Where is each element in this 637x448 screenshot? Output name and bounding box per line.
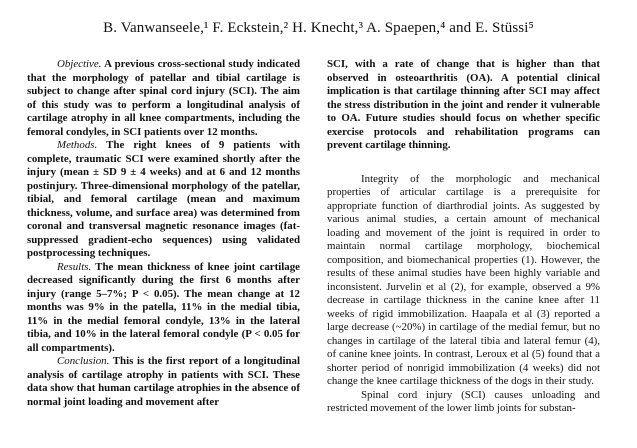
conclusion-text: This is the first report of a longitudinal analysis of cartilage atrophy in patients with SCI. These data show that human cartilage atrophies in the absence of normal joint loading and movement after — [27, 355, 300, 408]
body-paragraph-1: Integrity of the morphologic and mechanical properties of articular cartilage is a prerequisite for appropriate function of diarthrodial joints. As suggested by various animal studies, a certain amount of mechanical loading and movement of the joint is required in order to maintain normal cartilage morphology, biochemical composition, and biomechanical properties (1). However, the results of these animal studies have been highly variable and inconsistent. Jurvelin et al (2), for example, observed a 9% decrease in cartilage thickness in the canine knee after 11 weeks of rigid immobilization. Haapala et al (3) reported a large decrease (~20%) in cartilage of the medial femur, but no changes in cartilage of the lateral tibia and lateral femur (4), of canine knee joints. In contrast, Leroux et al (5) found that a shorter period of nonrigid immobilization (4 weeks) did not change the knee cartilage thickness of the dogs in their study. — [327, 172, 600, 387]
abstract-left-column — [27, 58, 300, 409]
methods-label: Methods. — [57, 139, 98, 151]
methods-text: The right knees of 9 patients with complete, traumatic SCI were examined shortly after the injury (mean ± SD 9 ± 4 weeks) and at 6 and 12 months postinjury. Three-dimensional morphology of the patellar, tibial, and femoral cartilage (mean and maximum thickness, volume, and surface area) was determined from coronal and transversal magnetic resonance images (fat-suppressed gradient-echo sequences) using validated postprocessing techniques. — [27, 139, 300, 259]
right-column — [327, 58, 600, 416]
body-paragraph-2: Spinal cord injury (SCI) causes unloading and restricted movement of the lower limb joints for substan- — [327, 388, 600, 414]
main-body-text — [327, 173, 600, 416]
results-label: Results. — [57, 260, 92, 273]
objective-text: A previous cross-sectional study indicated that the morphology of patellar and tibial cartilage is subject to change after spinal cord injury (SCI). The aim of this study was to perform a longitudinal analysis of cartilage atrophy in all knee compartments, including the femoral condyles, in SCI patients over 12 months. — [27, 58, 300, 138]
abstract-methods — [27, 139, 300, 261]
abstract-objective — [27, 58, 300, 139]
abstract-results — [27, 261, 300, 356]
objective-label: Objective. — [57, 58, 102, 70]
conclusion-label: Conclusion. — [57, 355, 110, 367]
abstract-conclusion — [27, 355, 300, 409]
results-text: The mean thickness of knee joint cartilage decreased significantly during the first 6 months after injury (range 5–7%; P < 0.05). The mean change at 12 months was 9% in the patella, 11% in the medial tibia, 11% in the medial femoral condyle, 13% in the lateral tibia, and 10% in the lateral femoral condyle (P < 0.05 for all compartments). — [27, 260, 300, 354]
abstract-conclusion-continued: SCI, with a rate of change that is higher than that observed in osteoarthritis (OA). A potential clinical implication is that cartilage thinning after SCI may affect the stress distribution in the joint and render it vulnerable to OA. Future studies should focus on whether specific exercise protocols and rehabilitation programs can prevent cartilage thinning. — [327, 58, 600, 151]
author-list: B. Vanwanseele,¹ F. Eckstein,² H. Knecht,³ A. Spaepen,⁴ and E. Stüssi⁵ — [103, 20, 534, 36]
